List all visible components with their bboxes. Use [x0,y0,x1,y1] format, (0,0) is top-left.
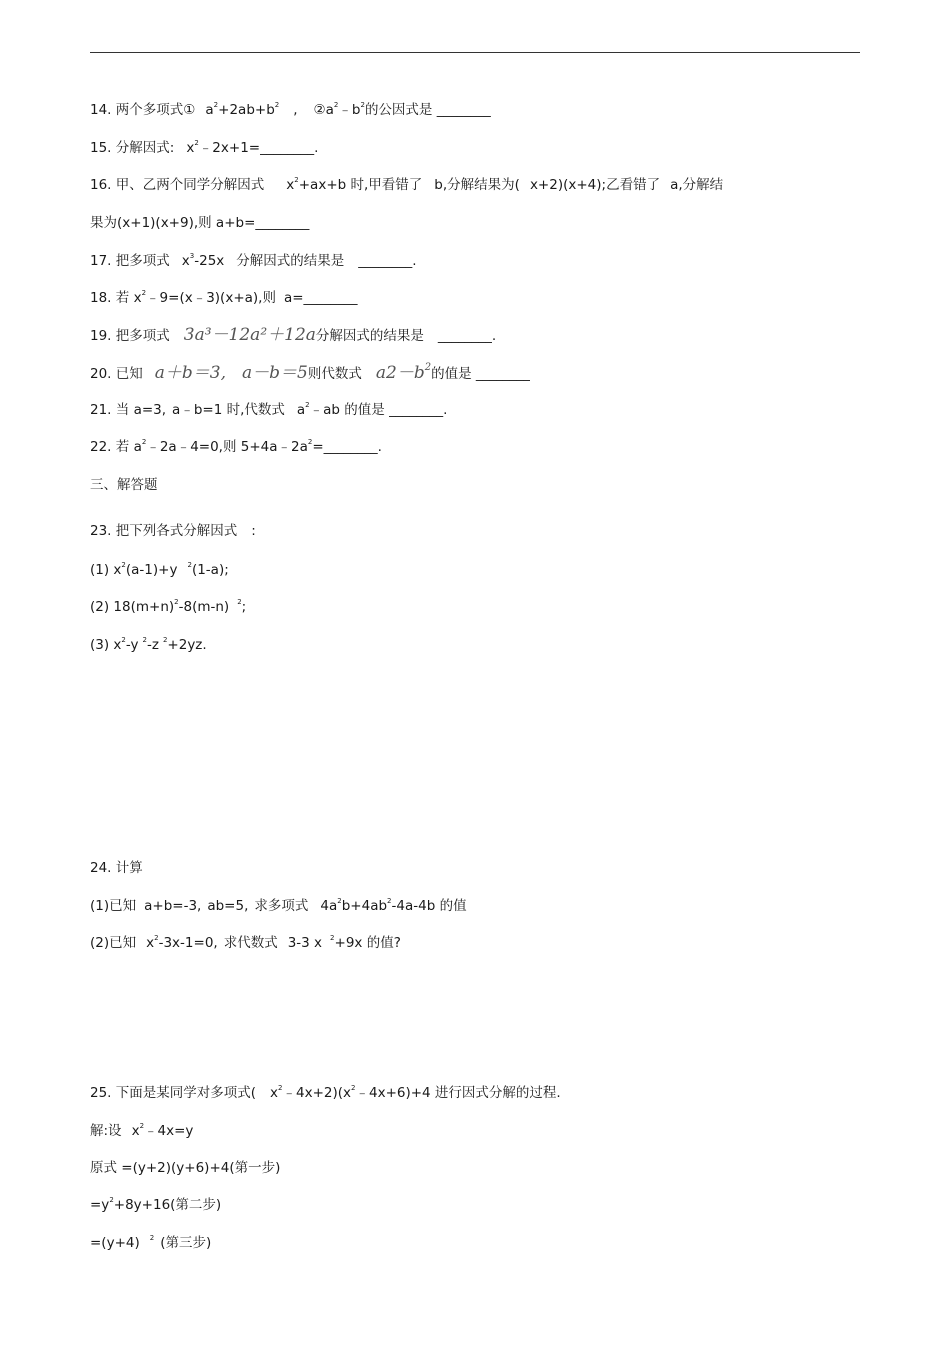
question-21: 21. 当 a=3, a﹣b=1 时,代数式 $a^2﹣ab$ 的值是 ________. [90,401,448,418]
question-15: 15. 分解因式: $x^2﹣2x+1=\_\_\_\_\_\_\_\_$. [90,139,319,156]
math-expression: 3a³－12a²＋12a [183,325,316,345]
question-20: 20. 已知 a＋b＝3, a－b＝5则代数式 $a2-b^2$的值是 ________ [90,362,530,383]
question-23-part-1: (1) $x^2(a-1)+y$ $^2$(1-a); [90,561,229,578]
question-18: 18. 若 $x^2﹣9=(x﹣3)(x+a)$,则 a=________ [90,289,358,306]
question-16: 16. 甲、乙两个同学分解因式 $x^2+ax+b$ 时,甲看错了 b,分解结果为( x+2)(x+4);乙看错了 a,分解结 [90,176,724,193]
solution-line-2: 原式 =(y+2)(y+6)+4(第一步) [90,1160,281,1176]
solution-line-1: 解:设 $x^2﹣4x=y$ [90,1122,194,1139]
question-23-part-2: (2) $18(m+n)^2-8(m-n)$ $^2$; [90,598,247,615]
math-expression: $a2-b^2$ [375,362,432,383]
answer-blank: ________ [475,366,530,382]
question-22: 22. 若 $a^2﹣2a﹣4=0$,则 $5+4a﹣2a^2=\_\_\_\_\_\_\_\_$. [90,438,382,455]
math-expression: a＋b＝3, [154,363,227,383]
question-25: 25. 下面是某同学对多项式( $x^2﹣4x+2)(x^2﹣4x+6)+4$ 进行因式分解的过程. [90,1084,561,1101]
math-expression: a－b＝5 [242,363,308,383]
question-23: 23. 把下列各式分解因式 : [90,523,256,539]
question-16-continued: 果为(x+1)(x+9),则 a+b=________ [90,215,310,231]
question-14: 14. 两个多项式① $a^2+2ab+b^2$ , $②a^2﹣b^2$的公因式是 ________ [90,101,491,118]
question-24-part-1: (1)已知 a+b=-3, ab=5, 求多项式 $4a^2b+4ab^2-4a-4b$ 的值 [90,897,467,914]
question-24: 24. 计算 [90,860,143,876]
question-19: 19. 把多项式 3a³－12a²＋12a分解因式的结果是 ________. [90,325,497,345]
solution-line-4: =(y+4) $^2$ (第三步) [90,1234,212,1251]
question-24-part-2: (2)已知 $x^2-3x-1=0$, 求代数式 3-3 x $^2$+9x 的值? [90,934,401,951]
header-rule [90,52,860,53]
answer-blank: ________. [389,402,448,418]
answer-blank: ________. [437,328,497,344]
solution-line-3: $=y^2+8y+16$(第二步) [90,1196,222,1213]
answer-blank: ________. [358,253,417,269]
section-heading: 三、解答题 [90,477,158,493]
question-23-part-3: (3) $x^2-y$ $^2$-z $^2$+2yz. [90,636,207,653]
question-17: 17. 把多项式 $x^3-25x$ 分解因式的结果是 ________. [90,252,417,269]
answer-blank: ________ [436,102,491,118]
